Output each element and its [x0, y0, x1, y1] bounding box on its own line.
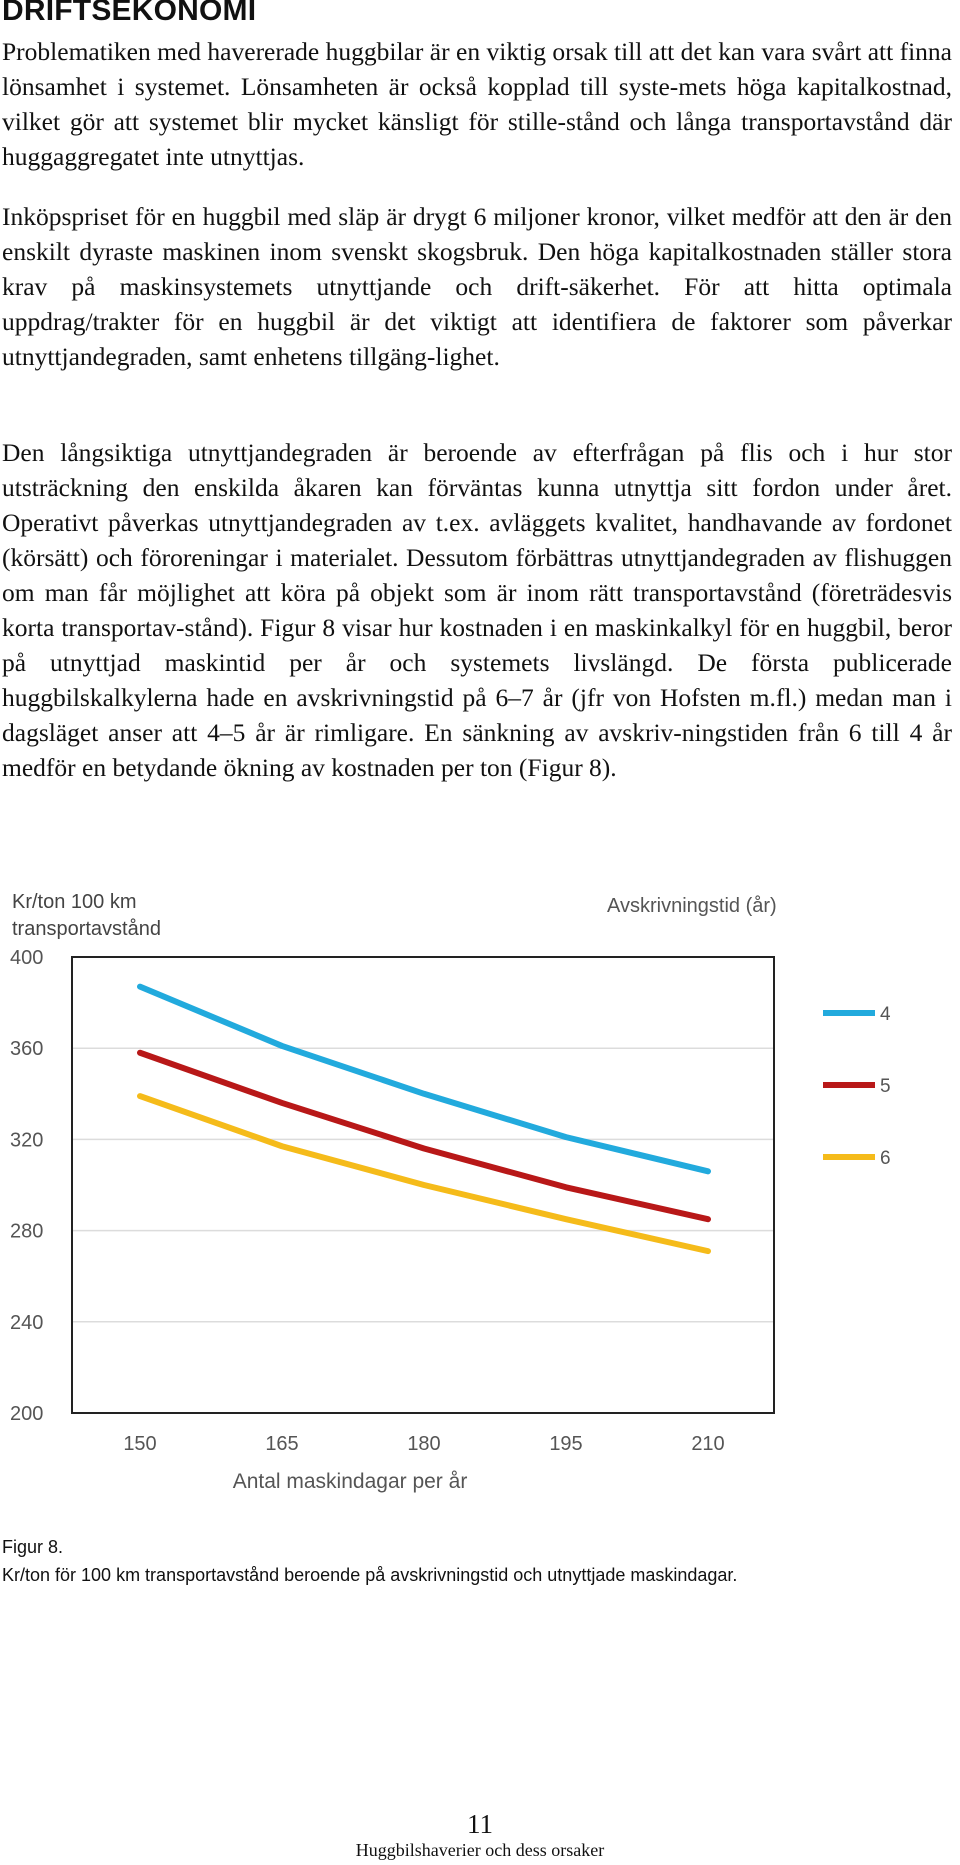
x-tick-label: 150: [123, 1433, 157, 1455]
figure-caption-label: Figur 8.: [2, 1537, 64, 1557]
legend: [823, 1004, 891, 1169]
y-tick-label: 280: [10, 1220, 44, 1243]
x-tick-label: 165: [265, 1433, 299, 1455]
figure-caption-text: Kr/ton för 100 km transportavstånd beroende på avskrivningstid och utnyttjade maskindagar.: [2, 1565, 738, 1585]
y-tick-label: 200: [10, 1403, 44, 1425]
y-tick-label: 240: [10, 1311, 44, 1334]
legend-label: 6: [880, 1148, 891, 1169]
legend-label: 4: [880, 1004, 891, 1025]
paragraph-2: Inköpspriset för en huggbil med släp är drygt 6 miljoner kronor, vilket medför att den är den enskilt dyraste maskinen inom svenskt skogsbruk. Den höga kapitalkostnaden ställer stora krav på maskinsystemets utnyttjande och drift-säkerhet. För att hitta optimala uppdrag/trakter för en huggbil är det viktigt att identifiera de faktorer som påverkar utnyttjandegraden, samt enhetens tillgäng-lighet.: [2, 202, 952, 371]
x-tick-labels: [123, 1433, 724, 1455]
page-number: 11: [467, 1809, 493, 1839]
y-axis-label-line1: Kr/ton 100 km: [12, 891, 137, 913]
series-line-5: [140, 1053, 708, 1219]
paragraph-3: Den långsiktiga utnyttjandegraden är beroende av efterfrågan på flis och i hur stor utsträckning den enskilda åkaren kan förväntas kunna utnyttja sitt fordon under året. Operativt påverkas utnyttjandegraden av t.ex. avläggets kvalitet, handhavande av fordonet (körsätt) och föroreningar i materialet. Dessutom förbättras utnyttjandegraden av flishuggen om man får möjlighet att köra på objekt som är inom rätt transportavstånd (företrädesvis korta transportav-stånd). Figur 8 visar hur kostnaden i en maskinkalkyl för en huggbil, beror på utnyttjad maskintid per år och systemets livslängd. De första publicerade huggbilskalkylerna hade en avskrivningstid på 6–7 år (jfr von Hofsten m.fl.) medan man i dagsläget anser att 4–5 år är rimligare. En sänkning av avskriv-ningstiden från 6 till 4 år medför en betydande ökning av kostnaden per ton (Figur 8).: [2, 438, 952, 782]
x-tick-label: 195: [549, 1433, 583, 1455]
y-tick-label: 360: [10, 1038, 44, 1061]
x-axis-label: Antal maskindagar per år: [232, 1470, 468, 1493]
x-tick-label: 210: [691, 1433, 725, 1455]
section-heading: DRIFTSEKONOMI: [2, 0, 257, 27]
legend-label: 5: [880, 1076, 891, 1097]
y-tick-label: 320: [10, 1129, 44, 1152]
x-tick-label: 180: [407, 1433, 441, 1455]
y-tick-labels: [10, 947, 43, 1425]
running-footer-title: Huggbilshaverier och dess orsaker: [355, 1840, 605, 1860]
y-tick-label: 400: [10, 947, 44, 969]
y-axis-label-line2: transportavstånd: [12, 918, 161, 940]
series-line-6: [140, 1096, 708, 1251]
cost-line-chart: [0, 880, 960, 1510]
series-line-4: [140, 987, 708, 1172]
paragraph-1: Problematiken med havererade huggbilar är en viktig orsak till att det kan vara svårt att finna lönsamhet i systemet. Lönsamheten är också kopplad till syste-mets höga kapitalkostnad, vilket gör att systemet blir mycket känsligt för stille-stånd och långa transportavstånd där huggaggregatet inte utnyttjas.: [2, 37, 952, 171]
series-lines: [140, 987, 708, 1251]
legend-title: Avskrivningstid (år): [607, 895, 777, 917]
